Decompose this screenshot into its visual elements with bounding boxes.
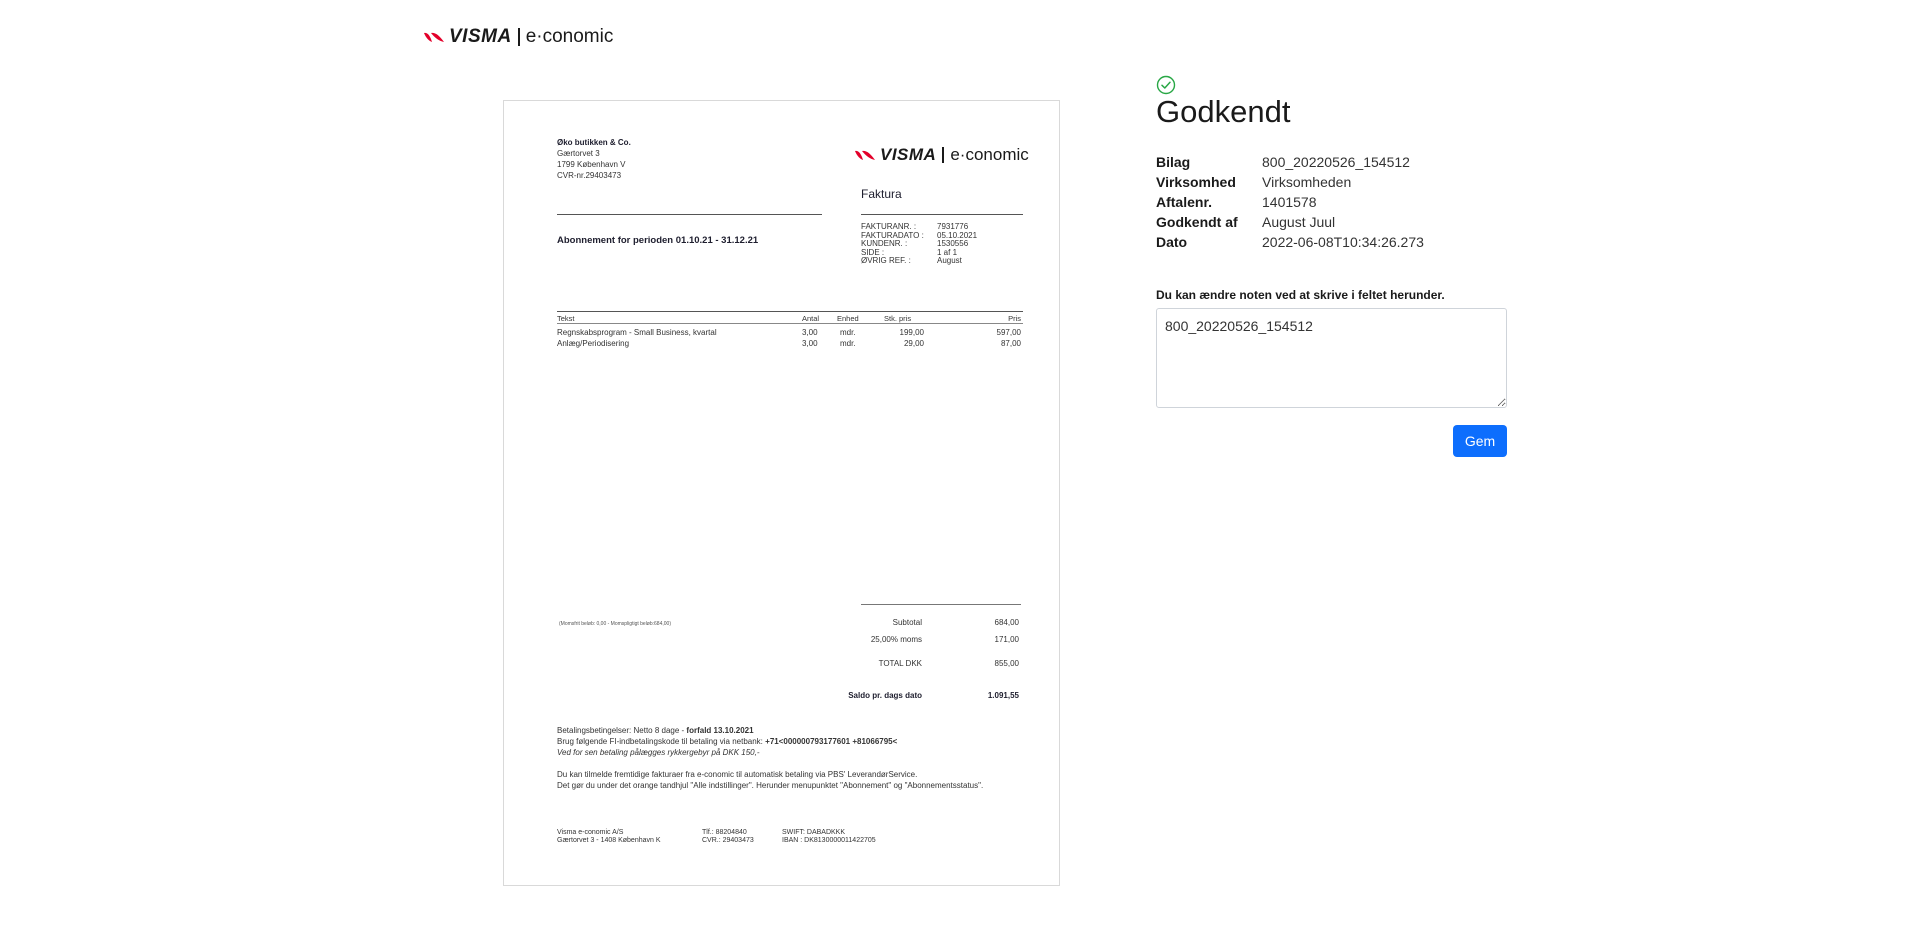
footer-company: Visma e-conomic A/S — [557, 829, 624, 836]
detail-row-bilag — [1156, 152, 1424, 172]
detail-label: Bilag — [1156, 154, 1191, 170]
invoice-logo-visma: VISMA — [880, 145, 937, 164]
sender-cvr: CVR-nr.29403473 — [557, 171, 622, 180]
detail-label: Virksomhed — [1156, 174, 1236, 190]
table-row-unit: mdr. — [840, 339, 856, 348]
field-value: 05.10.2021 — [937, 230, 978, 240]
footer-address: Gærtorvet 3 - 1408 København K — [557, 837, 661, 844]
invoice-logo — [854, 145, 1029, 165]
brand-logo — [423, 26, 613, 48]
subtotal-value: 684,00 — [994, 618, 1019, 627]
table-row-unit-price: 199,00 — [899, 328, 924, 337]
brand-econ: e·conomic — [525, 26, 614, 47]
detail-value: August Juul — [1262, 214, 1336, 230]
check-circle-icon — [1156, 75, 1176, 95]
logo-divider — [518, 28, 520, 46]
invoice-heading: Abonnement for perioden 01.10.21 - 31.12.21 — [557, 235, 759, 246]
invoice-preview — [503, 100, 1060, 886]
terms-due: forfald 13.10.2021 — [686, 726, 754, 735]
table-row-unit-price: 29,00 — [903, 339, 924, 348]
logo-divider — [942, 147, 944, 163]
field-label: ØVRIG REF. : — [861, 256, 911, 265]
footer-contact-block — [702, 829, 754, 845]
detail-value: 2022-06-08T10:34:26.273 — [1262, 234, 1424, 250]
invoice-title: Faktura — [861, 187, 902, 201]
pbs-line-1: Du kan tilmelde fremtidige fakturaer fra e-conomic til automatisk betaling via PBS' LeverandørService. — [557, 770, 918, 779]
col-unit: Enhed — [837, 314, 859, 323]
vat-value: 171,00 — [994, 635, 1019, 644]
sender-city: 1799 København V — [557, 160, 626, 169]
payment-terms — [557, 725, 754, 736]
sender-street: Gærtorvet 3 — [557, 149, 600, 158]
sender-name: Øko butikken & Co. — [557, 138, 631, 147]
field-value: 1530556 — [937, 239, 969, 248]
note-label: Du kan ændre noten ved at skrive i feltet herunder. — [1156, 288, 1445, 302]
invoice-field-labels — [861, 223, 924, 266]
divider — [557, 214, 822, 215]
detail-row-virksomhed — [1156, 172, 1424, 192]
visma-swoosh-icon — [854, 148, 876, 162]
field-value: August — [937, 256, 962, 265]
note-textarea[interactable] — [1156, 308, 1507, 408]
field-value: 1 af 1 — [937, 247, 958, 257]
col-qty: Antal — [802, 314, 820, 323]
balance-value: 1.091,55 — [987, 691, 1019, 700]
fi-code: +71<000000793177601 +81066795< — [765, 737, 898, 746]
detail-value: 1401578 — [1262, 194, 1317, 210]
vat-label: 25,00% moms — [870, 635, 922, 644]
footer-phone: Tlf.: 88204840 — [702, 829, 747, 836]
detail-value: 800_20220526_154512 — [1262, 154, 1410, 170]
fi-prefix: Brug følgende FI-indbetalingskode til betaling via netbank: — [557, 737, 766, 746]
table-row-text: Anlæg/Periodisering — [557, 339, 630, 348]
divider — [861, 214, 1023, 215]
divider — [557, 323, 1023, 324]
pbs-line-2: Det gør du under det orange tandhjul "Alle indstillinger". Herunder menupunktet "Abonnement" og "Abonnementsstatus". — [557, 781, 984, 790]
total-label: TOTAL DKK — [878, 659, 922, 668]
invoice-field-values — [937, 223, 977, 266]
subtotal-label: Subtotal — [892, 618, 922, 627]
divider — [557, 311, 1023, 312]
col-unit-price: Stk. pris — [884, 314, 912, 323]
terms-prefix: Betalingsbetingelser: Netto 8 dage - — [557, 726, 687, 735]
table-row-price: 597,00 — [996, 328, 1021, 337]
detail-label: Aftalenr. — [1156, 194, 1213, 210]
status-title: Godkendt — [1156, 94, 1291, 129]
balance-label: Saldo pr. dags dato — [848, 691, 922, 700]
divider — [861, 604, 1021, 605]
invoice-logo-econ: e·conomic — [950, 145, 1029, 164]
field-value: 7931776 — [937, 222, 969, 231]
total-value: 855,00 — [994, 659, 1019, 668]
table-row-text: Regnskabsprogram - Small Business, kvartal — [557, 328, 717, 337]
late-fee: Ved for sen betaling pålægges rykkergebyr på DKK 150,- — [557, 748, 760, 757]
table-row-price: 87,00 — [1000, 339, 1021, 348]
field-label: SIDE : — [861, 247, 885, 257]
detail-row-dato — [1156, 232, 1424, 252]
visma-swoosh-icon — [423, 30, 445, 44]
col-text: Tekst — [557, 314, 575, 323]
footer-swift: SWIFT: DABADKKK — [782, 829, 846, 836]
table-row-qty: 3,00 — [802, 339, 818, 348]
brand-visma: VISMA — [449, 26, 512, 47]
detail-label: Dato — [1156, 234, 1188, 250]
footer-bank-block — [782, 829, 876, 845]
detail-value: Virksomheden — [1262, 174, 1352, 190]
detail-label: Godkendt af — [1156, 214, 1238, 230]
detail-row-godkendt-af — [1156, 212, 1424, 232]
footer-company-block — [557, 829, 661, 845]
save-button[interactable]: Gem — [1453, 425, 1507, 457]
footer-iban: IBAN : DK8130000011422705 — [782, 837, 876, 844]
footer-cvr: CVR.: 29403473 — [702, 837, 754, 844]
vat-note: (Momsfrit beløb: 0,00 - Momspligtigt beløb:684,00) — [559, 621, 671, 627]
table-row-qty: 3,00 — [802, 328, 818, 337]
col-price: Pris — [1008, 314, 1021, 323]
table-row-unit: mdr. — [840, 328, 856, 337]
detail-row-aftalenr — [1156, 192, 1424, 212]
field-label: FAKTURADATO : — [861, 230, 924, 240]
fi-code-line — [557, 736, 897, 747]
field-label: KUNDENR. : — [861, 239, 908, 248]
field-label: FAKTURANR. : — [861, 222, 917, 231]
approval-details — [1156, 152, 1424, 252]
